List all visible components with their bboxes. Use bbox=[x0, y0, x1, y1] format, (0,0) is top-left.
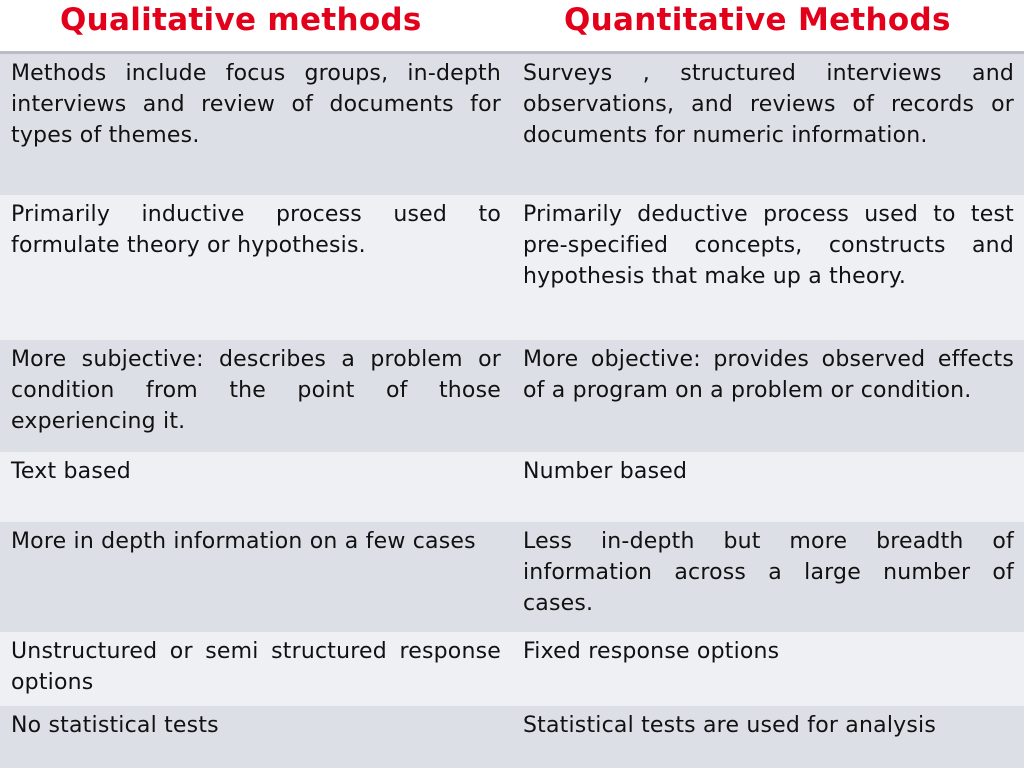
qualitative-cell: Unstructured or semi structured response options bbox=[11, 639, 501, 695]
qualitative-cell: No statistical tests bbox=[11, 713, 219, 738]
table-row bbox=[0, 340, 1024, 452]
table-row bbox=[0, 632, 1024, 706]
quantitative-cell: Number based bbox=[523, 459, 688, 484]
quantitative-cell: Surveys , structured interviews and observations, and reviews of records or documents for numeric information. bbox=[523, 61, 1014, 148]
qualitative-cell: Primarily inductive process used to formulate theory or hypothesis. bbox=[11, 202, 501, 258]
table-row bbox=[0, 452, 1024, 522]
qualitative-cell: Text based bbox=[11, 459, 131, 484]
quantitative-cell: Less in-depth but more breadth of information across a large number of cases. bbox=[523, 529, 1014, 616]
table-header bbox=[0, 0, 1024, 52]
qualitative-cell: Methods include focus groups, in-depth interviews and review of documents for types of themes. bbox=[11, 61, 501, 148]
table-row bbox=[0, 522, 1024, 632]
quantitative-cell: Fixed response options bbox=[523, 639, 780, 664]
table-row bbox=[0, 706, 1024, 768]
quantitative-cell: Primarily deductive process used to test pre-specified concepts, constructs and hypothesis that make up a theory. bbox=[523, 202, 1014, 289]
qualitative-cell: More subjective: describes a problem or condition from the point of those experiencing it. bbox=[11, 347, 501, 434]
qualitative-cell: More in depth information on a few cases bbox=[11, 529, 476, 554]
qualitative-heading: Qualitative methods bbox=[60, 2, 422, 38]
quantitative-heading: Quantitative Methods bbox=[564, 2, 951, 38]
quantitative-cell: More objective: provides observed effects of a program on a problem or condition. bbox=[523, 347, 1014, 403]
table-row bbox=[0, 54, 1024, 195]
quantitative-cell: Statistical tests are used for analysis bbox=[523, 713, 936, 738]
table-row bbox=[0, 195, 1024, 340]
